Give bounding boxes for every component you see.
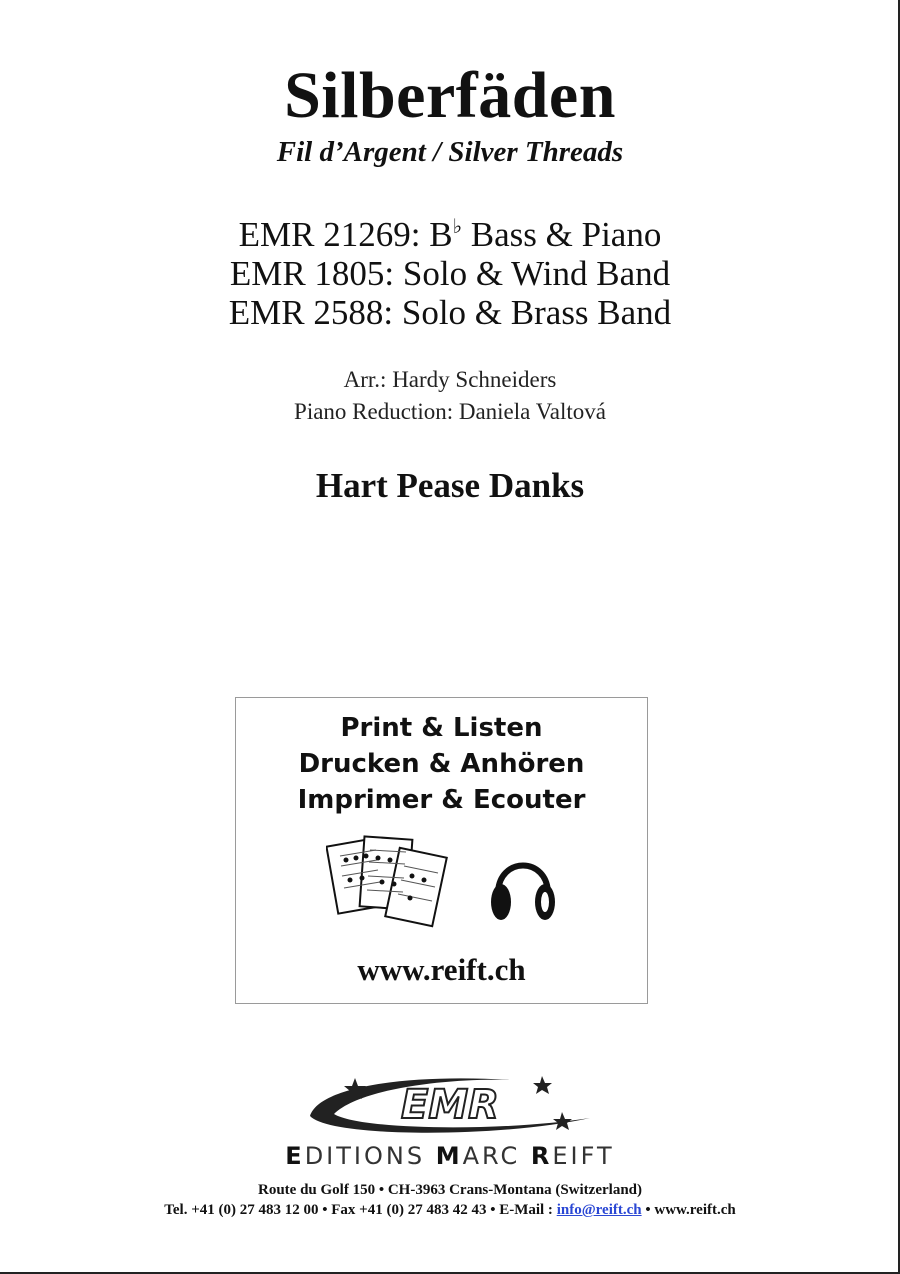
publisher-contact (0, 1180, 900, 1220)
headphones-icon (491, 866, 555, 921)
edition-item: EMR 2588: Solo & Brass Band (228, 293, 672, 332)
piano-reduction-credit: Piano Reduction: Daniela Valtová (294, 399, 606, 424)
page-title: Silberfäden (284, 59, 616, 132)
credits (0, 364, 900, 428)
promo-line: Imprimer & Ecouter (297, 785, 586, 815)
sheet-music-icon (326, 836, 446, 926)
arranger-credit: Arr.: Hardy Schneiders (343, 367, 557, 392)
emr-logo (300, 1072, 600, 1138)
email-link[interactable]: info@reift.ch (556, 1202, 642, 1218)
subtitle: Fil d’Argent / Silver Threads (276, 136, 624, 168)
promo-line: Drucken & Anhören (298, 749, 585, 779)
print-listen-box (235, 697, 648, 1004)
promo-illustration (326, 832, 566, 937)
edition-list (0, 208, 900, 332)
promo-text (236, 710, 647, 818)
edition-item: EMR 1805: Solo & Wind Band (229, 254, 671, 293)
edition-item: EMR 21269: B♭ Bass & Piano (238, 215, 662, 254)
address-line: Route du Golf 150 • CH-3963 Crans-Montana (Switzerland) (258, 1182, 642, 1198)
flat-sign: ♭ (452, 216, 463, 238)
publisher-name: EDITIONS MARC REIFT (285, 1142, 615, 1170)
composer-name: Hart Pease Danks (315, 466, 585, 505)
logo-text: EMR (401, 1082, 499, 1128)
promo-url: www.reift.ch (357, 952, 526, 987)
contact-line: Tel. +41 (0) 27 483 12 00 • Fax +41 (0) 27 483 42 43 • E-Mail : info@reift.ch • www.reift.ch (164, 1202, 736, 1218)
promo-line: Print & Listen (340, 713, 543, 743)
